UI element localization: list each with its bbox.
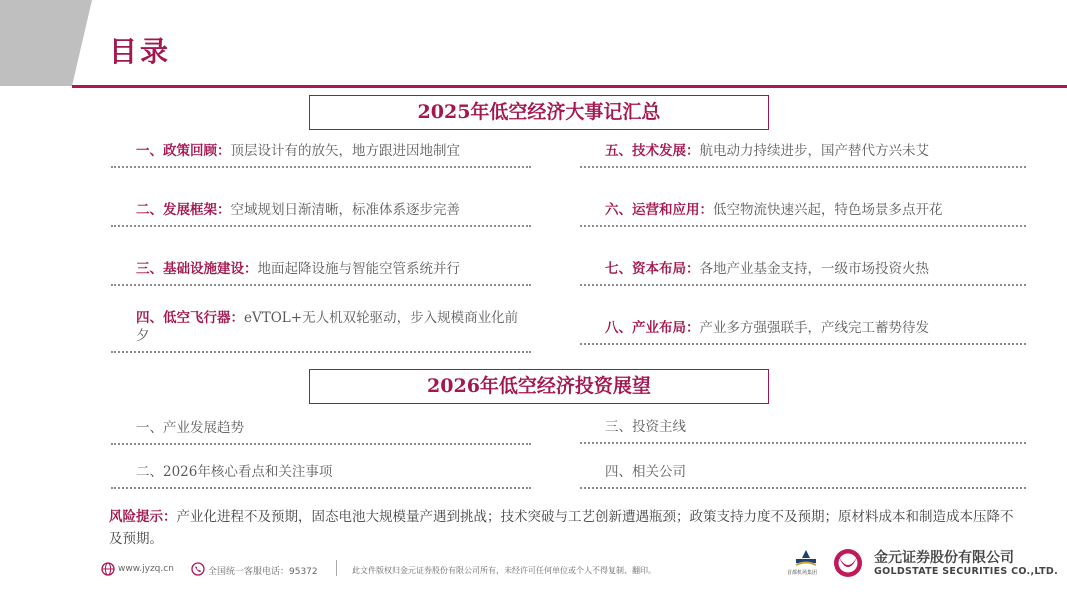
outline-item-1: 一、产业发展趋势 (111, 419, 531, 445)
list-item-5 (580, 142, 1026, 168)
list-item-7 (580, 260, 1026, 286)
logo-cn-name: 金元证券股份有限公司 (874, 550, 1014, 566)
list-item-1 (111, 142, 531, 168)
item-text: 各地产业基金支持，一级市场投资火热 (699, 261, 929, 277)
list-item-8 (580, 319, 1026, 345)
page-title: 目录 (109, 35, 172, 68)
list-item-2 (111, 201, 531, 227)
list-item-6 (580, 201, 1026, 227)
item-head: 七、资本布局： (605, 261, 700, 277)
item-head: 四、低空飞行器： (136, 310, 244, 326)
item-head: 二、发展框架： (136, 202, 231, 218)
footer-website: www.jyzq.cn (118, 564, 174, 574)
item-text: eVTOL+无人机双轮驱动，步入规模商业化前夕 (136, 310, 519, 344)
goldstate-logo-icon (829, 547, 867, 579)
risk-text: 产业化进程不及预期，固态电池大规模量产遇到挑战；技术突破与工艺创新遭遇瓶颈；政策支持力度不及预期；原材料成本和制造成本压降不及预期。 (109, 509, 1014, 547)
item-text: 空域规划日渐清晰，标准体系逐步完善 (230, 202, 460, 218)
airport-group-label: 首都机场集团 (787, 570, 818, 576)
list-item-4 (111, 309, 531, 353)
list-item-3 (111, 260, 531, 286)
footer-copyright: 此文件版权归金元证券股份有限公司所有，未经许可任何单位或个人不得复制、翻印。 (352, 566, 656, 575)
footer-separator (336, 560, 337, 576)
item-head: 八、产业布局： (605, 320, 700, 336)
item-text: 产业多方强强联手，产线完工蓄势待发 (699, 320, 929, 336)
outline-item-3: 三、投资主线 (580, 418, 1026, 444)
corner-decoration (0, 0, 100, 86)
item-head: 五、技术发展： (605, 143, 700, 159)
risk-label: 风险提示： (109, 509, 177, 525)
logo-en-name: GOLDSTATE SECURITIES CO.,LTD. (874, 566, 1059, 577)
airport-group-logo-icon (793, 548, 819, 570)
section-1-title: 2025年低空经济大事记汇总 (309, 95, 769, 130)
item-text: 低空物流快速兴起，特色场景多点开花 (713, 202, 943, 218)
company-logo (787, 544, 1059, 584)
item-head: 一、政策回顾： (136, 143, 231, 159)
title-divider (72, 85, 1067, 88)
section-2-title: 2026年低空经济投资展望 (309, 369, 769, 404)
footer-hotline: 全国统一客服电话：95372 (208, 567, 318, 577)
item-text: 顶层设计有的放矢，地方跟进因地制宜 (230, 143, 460, 159)
globe-icon (101, 562, 115, 576)
phone-icon (191, 562, 205, 576)
item-head: 三、基础设施建设： (136, 261, 258, 277)
outline-item-4: 四、相关公司 (580, 463, 1026, 489)
item-text: 航电动力持续进步，国产替代方兴未艾 (699, 143, 929, 159)
item-head: 六、运营和应用： (605, 202, 713, 218)
item-text: 地面起降设施与智能空管系统并行 (257, 261, 460, 277)
outline-item-2: 二、2026年核心看点和关注事项 (111, 463, 531, 489)
